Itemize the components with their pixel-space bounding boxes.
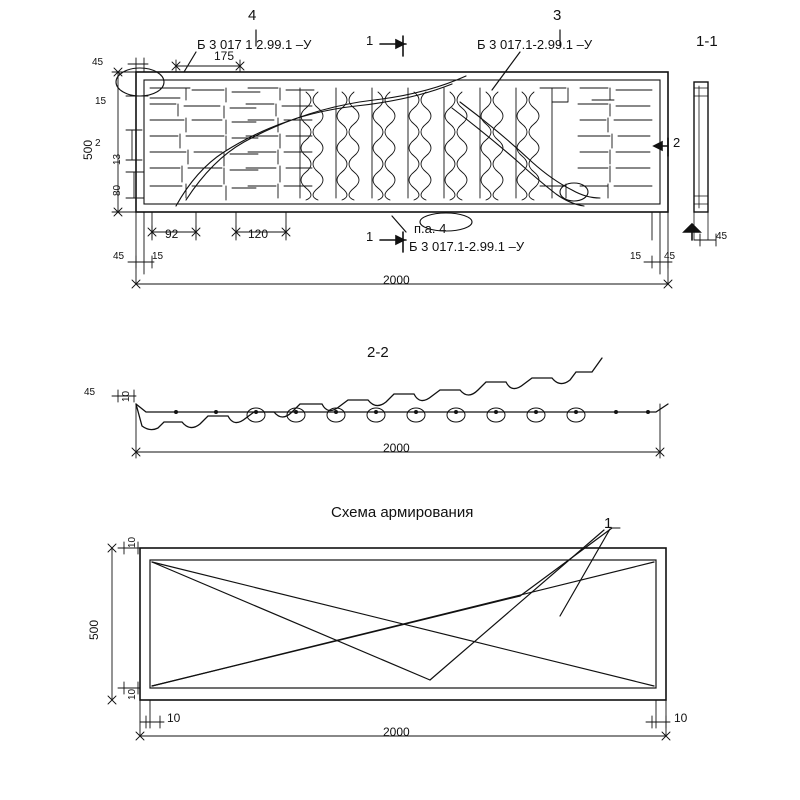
dim-120-label: 120 [248, 227, 269, 241]
dimensions-plan [112, 58, 672, 288]
dim-10-s22-label: 10 [121, 390, 132, 402]
callout-4-label: 4 [248, 7, 257, 24]
note-pos-4-label: п.а. 4 [414, 221, 447, 236]
dim-10-scheme-left-vert-label: 10 [127, 688, 138, 700]
mark-bottom-label: Б 3 017.1-2.99.1 –У [409, 239, 525, 254]
section-1-1-view [694, 82, 716, 246]
mark-left-label: Б 3 017 1 2.99.1 –У [197, 37, 312, 52]
dim-500-scheme-label: 500 [87, 619, 101, 640]
callout-1-bottom-label: 1 [366, 229, 374, 244]
dim-10-scheme-top-label: 10 [127, 536, 138, 548]
dim-15-top-label: 15 [95, 96, 107, 107]
section-marker-2-right [654, 138, 668, 156]
stone-texture-left [150, 88, 314, 200]
dim-500-plan-label: 500 [81, 139, 95, 160]
dim-2000-scheme-label: 2000 [383, 725, 410, 739]
leader-mark-left [184, 52, 196, 72]
dim-45-bottom-left-label: 45 [113, 251, 125, 262]
dim-10-scheme-right-label: 10 [674, 711, 688, 725]
leader-mark-bottom [392, 216, 406, 232]
section-marker-1-bottom [380, 232, 406, 252]
dim-45-bottom-right-label: 45 [664, 251, 676, 262]
callout-1-scheme-label: 1 [604, 515, 613, 532]
dim-45-section-label: 45 [716, 231, 728, 242]
detail-circle-3 [560, 183, 588, 201]
section-marker-2-bottom-right [684, 224, 700, 240]
section-marker-1-top [380, 36, 406, 56]
dim-15-bottom-left-label: 15 [152, 251, 164, 262]
dim-92-label: 92 [165, 227, 179, 241]
dim-10-scheme-left-label: 10 [167, 711, 181, 725]
callout-3-label: 3 [553, 7, 562, 24]
section-1-1-title: 1-1 [696, 33, 718, 50]
dim-15-bottom-right-label: 15 [630, 251, 642, 262]
dim-45-s22-label: 45 [84, 387, 96, 398]
reinforcement-scheme-view [108, 528, 670, 740]
callout-1-top-label: 1 [366, 33, 374, 48]
reinforcement-scheme-title: Схема армирования [331, 504, 474, 521]
dim-2000-s22-label: 2000 [383, 441, 410, 455]
dim-80-label: 80 [112, 184, 123, 196]
dim-2000-plan-label: 2000 [383, 273, 410, 287]
diagonal-leader-lines [176, 76, 600, 206]
leader-mark-right [492, 52, 520, 90]
rib-pattern [300, 88, 552, 200]
dim-13-label: 13 [112, 153, 123, 165]
dim-45-top-label: 45 [92, 57, 104, 68]
dim-175-label: 175 [214, 49, 235, 63]
mark-right-label: Б 3 017.1-2.99.1 –У [477, 37, 593, 52]
section-2-2-title: 2-2 [367, 344, 389, 361]
callout-2-right-label: 2 [673, 135, 681, 150]
dim-2-label: 2 [95, 138, 101, 149]
